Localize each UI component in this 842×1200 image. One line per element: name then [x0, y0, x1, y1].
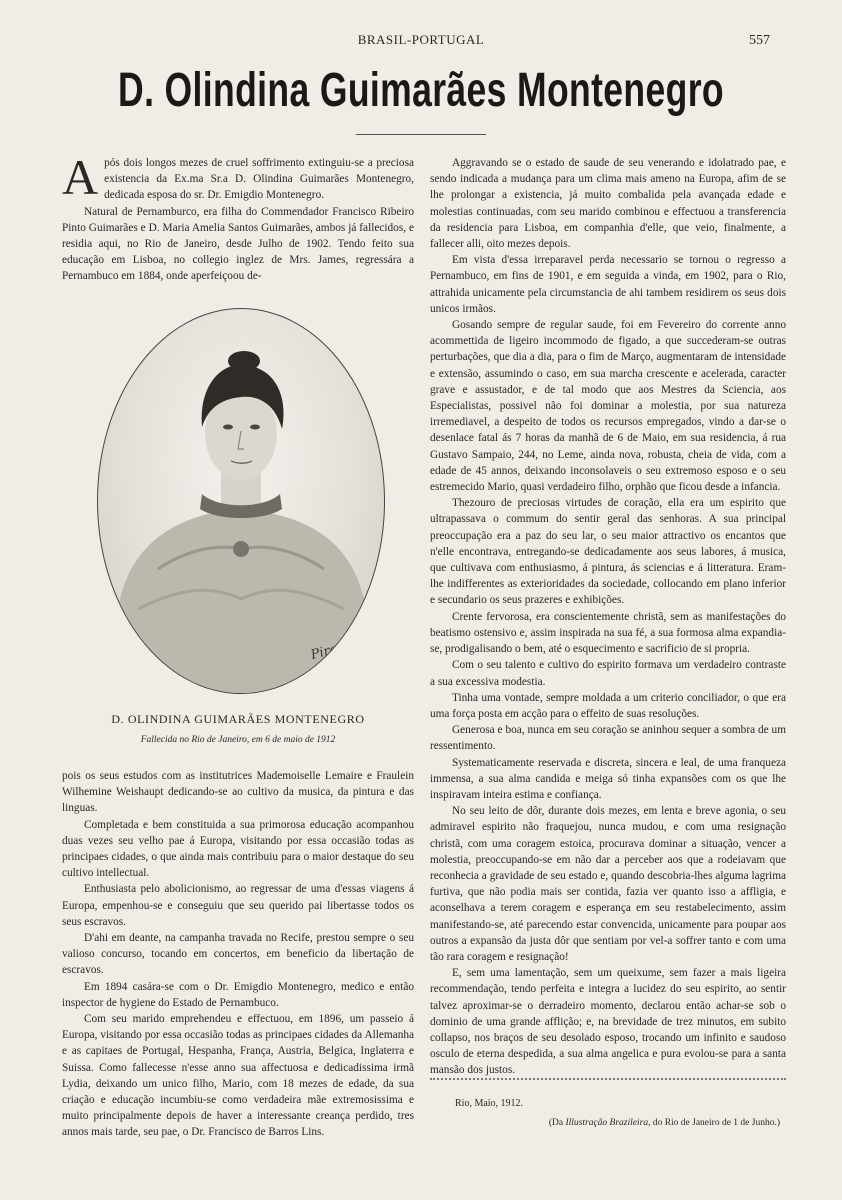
- paragraph: Crente fervorosa, era conscientemente christã, sem as manifestações do beatismo ostensivo e, assim inspirada na sua fé, a sua formosa alma expandia-se, prodigalisando o bem, até o esquecimento e sacrificio de si propria.: [430, 610, 786, 656]
- source-title: Illustração Brazileira: [565, 1118, 649, 1128]
- paragraph: Em 1894 casára-se com o Dr. Emigdio Montenegro, medico e então inspector de hygiene do Estado de Pernambuco.: [62, 980, 414, 1009]
- paragraph: [62, 149, 414, 205]
- running-head: BRASIL-PORTUGAL: [357, 32, 485, 47]
- paragraph: Generosa e boa, nunca em seu coração se aninhou sequer a sombra de um ressentimento.: [430, 724, 786, 753]
- paragraph: No seu leito de dôr, durante dois mezes, em lenta e breve agonia, o seu admiravel espirito não fraquejou, nunca mudou, e com uma resignação christã, com uma coragem estoica, procurava dominar a situação, vencer a molestia, preoccupando-se em não dar a perceber aos que a rodeiavam que reconhecia a gravidade de seu estado e, quando descobria-lhes alguma lagrima furtiva, que não podia mais ser contida, fazia ver quanto isso a affligia, e aconselhava a terem coragem e esperança em seu restabelecimento, assim manifestando-se, até parecendo estar convencida, unicamente para poupar aos outros a expansão da justa dôr que sentiam por vel-a soffrer tanto e com uma tão rara coragem e resignação!: [430, 805, 786, 963]
- left-column-top: [62, 149, 414, 285]
- paragraph: Tinha uma vontade, sempre moldada a um criterio conciliador, o que era uma força posta em acção para o effeito de suas resoluções.: [430, 691, 786, 720]
- left-column-bottom: [62, 768, 414, 1141]
- paragraph: Completada e bem constituida a sua primorosa educação acompanhou duas vezes seu velho pae á Europa, visitando por essa occasião todas as principaes cidades, o que ainda mais contribuiu para o maior destaque do seu cultivo intellectual.: [62, 818, 414, 880]
- paragraph: D'ahi em deante, na campanha travada no Recife, prestou sempre o seu valioso concurso, tocando em concertos, em beneficio da libertação de escravos.: [62, 932, 414, 977]
- paragraph: Aggravando se o estado de saude de seu venerando e idolatrado pae, e sendo indicada a mudança para um clima mais ameno na Europa, afim de se lhe prolongar a existencia, já muito combalida pela avançada edade e molestias continuadas, com seu marido combinou e effectuou a transferencia da residencia para Lisboa, em companhia d'elle, que veio, finalmente, a fallecer alli, oito mezes depois.: [430, 157, 786, 251]
- page-number: 557: [749, 33, 770, 48]
- portrait-photo: [97, 308, 385, 694]
- paragraph-text: pós dois longos mezes de cruel soffrimento extinguiu-se a preciosa existencia da Ex.ma Sr.a D. Olindina Guimarães Montenegro, dedicada esposa do sr. Dr. Emigdio Montenegro.: [104, 157, 414, 202]
- drop-cap: A: [62, 149, 99, 205]
- paragraph: E, sem uma lamentação, sem um queixume, sem fazer a mais ligeira recommendação, tendo perfeita e integra a lucidez do seu espirito, ao sentir talvez aproximar-se o derradeiro momento, declarou então achar-se sob o dominio de uma grande afflição; e, na brevidade de trez minutos, em subito collapso, nos braços de seu desolado esposo, trocando um infinito e saudoso osculo de eterna despedida, a sua alma angelica e pura evolou-se para a santa mansão dos justos.: [430, 967, 786, 1077]
- source-credit: [549, 1118, 780, 1128]
- hair-bun: [228, 351, 260, 371]
- dress-shape: [98, 514, 384, 693]
- paragraph: Thezouro de preciosas virtudes de coração, ella era um espirito que ultrapassava o commum do sentir geral das senhoras. A sua principal preoccupação era a paz do seu lar, o seu maior attractivo os encantos que n'elle encontrava, entregando-se dedicadamente aos seus labores, á musica, que cultivava com enthusiasmo, á pintura, ás sciencias e á litteratura. Eram-lhe indifferentes as exterioridades da sociedade, collocando em plano inferior e secundario os seus prazeres e exhibições.: [430, 497, 786, 607]
- photographer-signature: Pires: [309, 640, 346, 663]
- portrait-caption: D. OLINDINA GUIMARÃES MONTENEGRO: [111, 712, 365, 726]
- paragraph: Systematicamente reservada e discreta, sincera e leal, de uma franqueza immensa, a sua alma candida e meiga só tinha expansões com os que lhe inspiravam inteira estima e confiança.: [430, 756, 786, 801]
- paragraph: pois os seus estudos com as institutrices Mademoiselle Lemaire e Fraulein Wilhemine Weishaupt dedicando-se ao cultivo da musica, da pintura e das linguas.: [62, 770, 414, 815]
- right-eye: [250, 425, 260, 430]
- paragraph: Com o seu talento e cultivo do espirito formava um verdadeiro contraste a sua excessiva modestia.: [430, 659, 786, 688]
- left-eye: [223, 425, 233, 430]
- paragraph: Gosando sempre de regular saude, foi em Fevereiro do corrente anno acommettida de ligeiro incommodo de figado, a que succederam-se outras perturbações, que dia a dia, para o fim de Março, augmentaram de intensidade e extensão, assumindo o caso, em sua marcha crescente e acelerada, caracter grave e assustador, e de tal modo que aos Mestres da Sciencia, aos Especialistas, possivel não foi dominar a molestia, por sua natureza irremediavel, a despeito de todos os recursos empregados, vindo a dar-se o desenlace fatal ás 7 horas da manhã de 6 de Maio, em sua residencia, á rua Gustavo Sampaio, 244, no Leme, ainda nova, robusta, cheia de vida, com a edade de 45 annos, deixando inconsolaveis o seu extremoso esposo e o seu estremecido Mario, quasi verdadeiro filho, orphão que ficou desde a infancia.: [430, 319, 786, 494]
- paragraph: Natural de Pernamburco, era filha do Commendador Francisco Ribeiro Pinto Guimarães e D. Maria Amelia Santos Guimarães, ambos já fallecidos, e residia aqui, no Rio de Janeiro, desde Julho de 1902. Tendo feito sua educação em Lisboa, no collegio inglez de Mrs. James, regressára a Pernambuco em 1884, onde aperfeiçoou de-: [62, 205, 414, 283]
- dotted-divider: [430, 1078, 786, 1080]
- right-column: [430, 155, 786, 1079]
- brooch: [233, 541, 249, 557]
- portrait-subcaption: Fallecida no Rio de Janeiro, em 6 de maio de 1912: [140, 735, 336, 745]
- title-divider: [356, 134, 486, 135]
- source-prefix: (Da: [548, 1118, 566, 1128]
- source-suffix: , do Rio de Janeiro de 1 de Junho.): [648, 1118, 780, 1128]
- article-title: D. Olindina Guimarães Montenegro: [118, 64, 724, 117]
- portrait-illustration: [98, 309, 384, 693]
- paragraph: Com seu marido emprehendeu e effectuou, em 1896, um passeio á Europa, visitando por essa occasião todas as principaes cidades da Allemanha e as capitaes de Portugal, Hespanha, França, Austria, Belgica, Inglaterra e Suissa. Como fallecesse n'esse anno sua affectuosa e dedicadissima irmã Lydia, deixando um unico filho, Mario, com 18 mezes de edade, da sua criação e educação incumbiu-se como verdadeira mãe extremosissima e muito principalmente depois de haver a interessante creança perdido, tres annos mais tarde, seu pae, o Dr. Francisco de Barros Lins.: [62, 1013, 414, 1139]
- dateline: Rio, Maio, 1912.: [455, 1098, 524, 1109]
- paragraph: Em vista d'essa irreparavel perda necessario se tornou o regresso a Pernambuco, em fins de 1901, e em seguida a vinda, em 1902, para o Rio, attrahida unicamente pela circumstancia de ahi tambem residirem os seus dois unicos irmãos.: [430, 254, 786, 315]
- paragraph: Enthusiasta pelo abolicionismo, ao regressar de uma d'essas viagens á Europa, empenhou-se e conseguiu que seu querido pai libertasse todos os seus escravos.: [62, 883, 414, 928]
